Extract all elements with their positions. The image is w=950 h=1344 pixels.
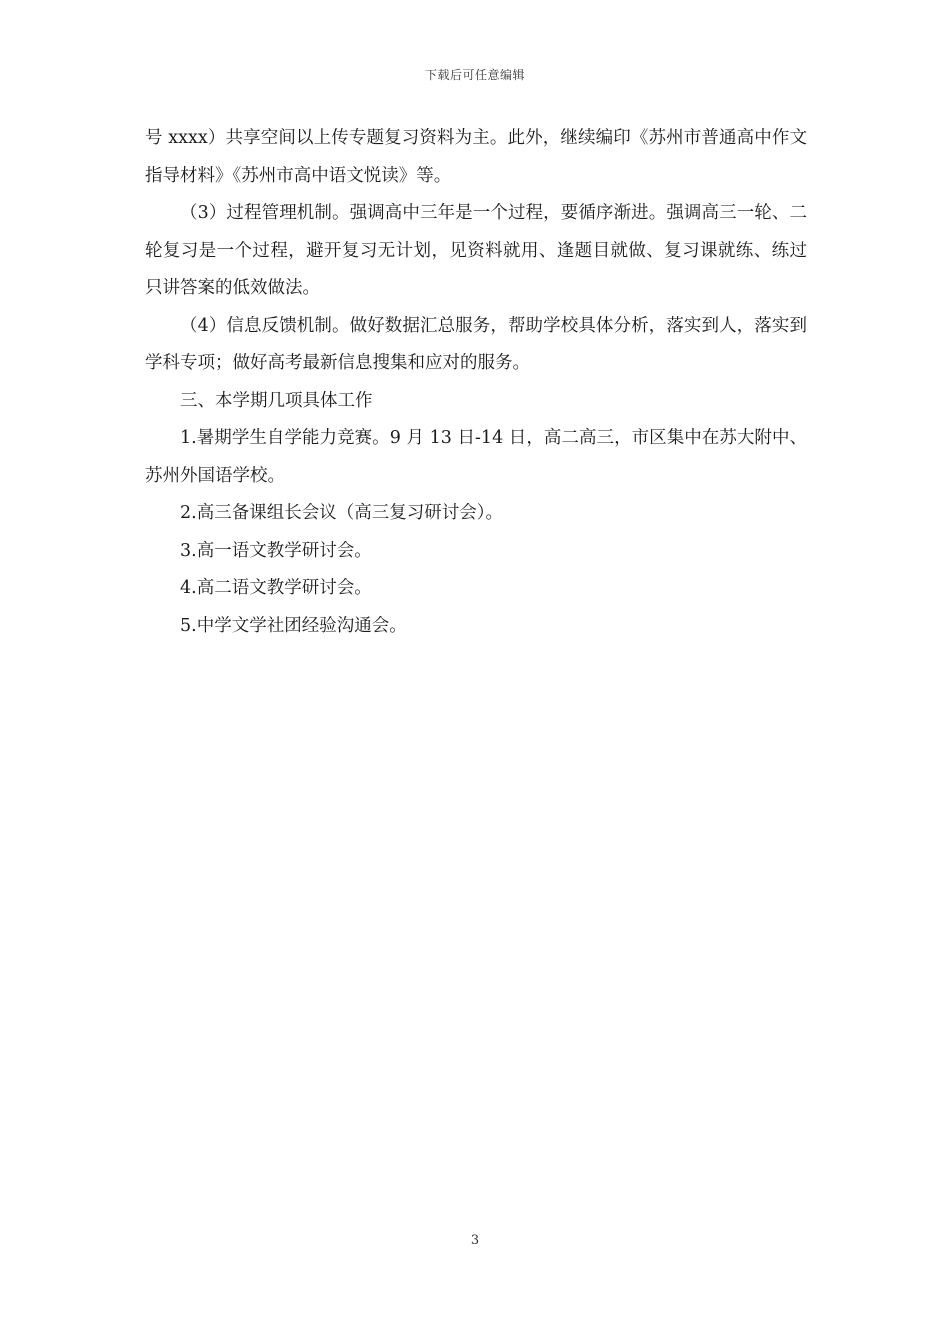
page-number: 3 <box>470 1233 480 1248</box>
paragraph-continuation: 号 xxxx）共享空间以上传专题复习资料为主。此外，继续编印《苏州市普通高中作文指导材料》《苏州市高中语文悦读》等。 <box>145 128 807 186</box>
list-item-1: 1.暑期学生自学能力竞赛。9 月 13 日-14 日，高二高三，市区集中在苏大附中、苏州外国语学校。 <box>145 428 807 486</box>
document-body <box>145 120 807 645</box>
page-header: 下载后可任意编辑 <box>424 68 525 82</box>
list-item-3: 3.高一语文教学研讨会。 <box>180 540 372 561</box>
list-item-2: 2.高三备课组长会议（高三复习研讨会）。 <box>180 503 503 523</box>
list-item-5: 5.中学文学社团经验沟通会。 <box>180 615 407 636</box>
list-item-4: 4.高二语文教学研讨会。 <box>180 578 372 598</box>
paragraph-information-feedback: （4）信息反馈机制。做好数据汇总服务，帮助学校具体分析，落实到人，落实到学科专项；做好高考最新信息搜集和应对的服务。 <box>145 315 807 373</box>
paragraph-process-management: （3）过程管理机制。强调高中三年是一个过程，要循序渐进。强调高三一轮、二轮复习是一个过程，避开复习无计划，见资料就用、逢题目就做、复习课就练、练过只讲答案的低效做法。 <box>145 203 807 298</box>
section-heading-semester-work: 三、本学期几项具体工作 <box>180 390 373 411</box>
